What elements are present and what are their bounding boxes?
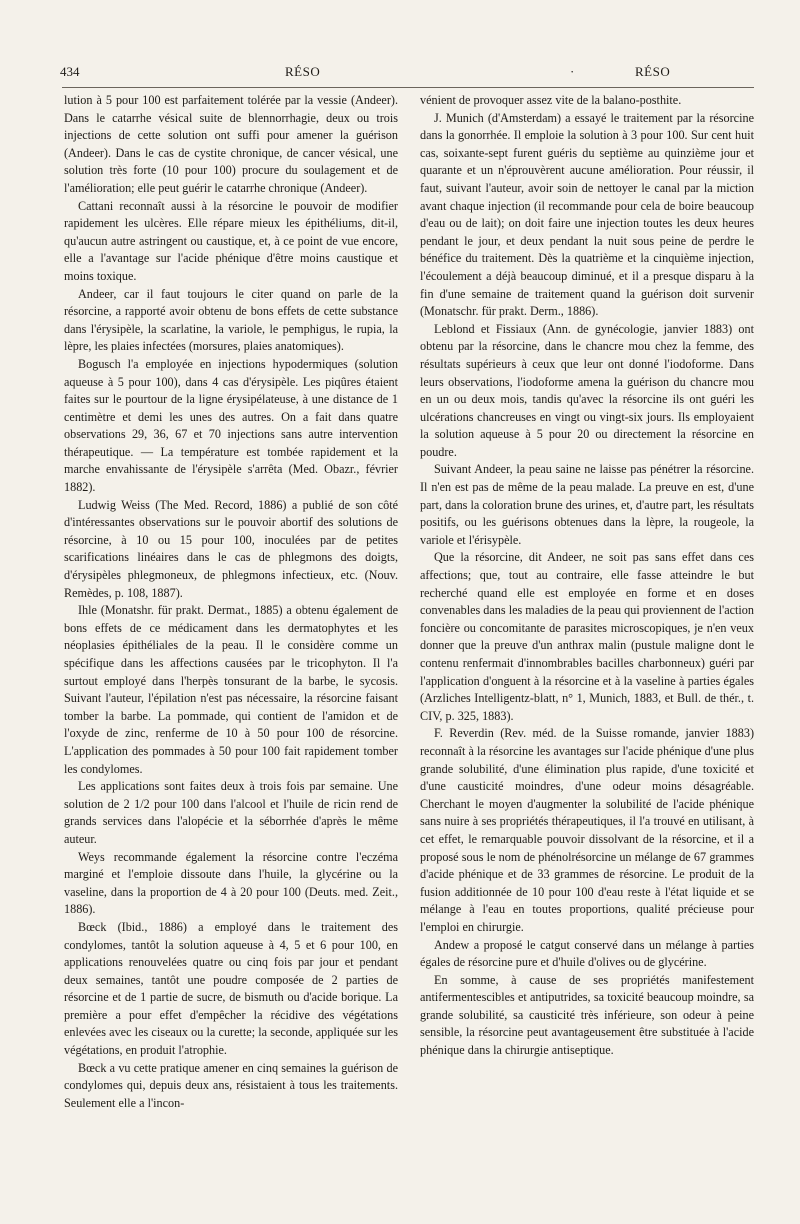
page-header <box>60 64 760 84</box>
header-dot: · <box>570 64 575 79</box>
paragraph: Leblond et Fissiaux (Ann. de gynécologie, janvier 1883) ont obtenu par la résorcine, dans le chancre mou chez la femme, des résultats supérieurs à ceux que leur ont donné l'iodoforme. Dans leurs observations, l'iodoforme amena la guérison du chancre mou en un ou deux mois, tandis qu'avec la résorcine ils ont guéri les ulcérations chancreuses en vingt ou vingt-six jours. Ils employaient la solution aqueuse à 5 pour 20 ou directement la résorcine en poudre. <box>420 321 754 459</box>
paragraph: Suivant Andeer, la peau saine ne laisse pas pénétrer la résorcine. Il n'en est pas de même de la peau malade. La preuve en est, d'une part, dans la coloration brune des urines, et, d'autre part, les résultats positifs, ou les guérisons obtenues dans la lèpre, la rougeole, la variole et l'érisypèle. <box>420 462 754 547</box>
paragraph: J. Munich (d'Amsterdam) a essayé le traitement par la résorcine dans la gonorrhée. Il emploie la solution à 3 pour 100. Sur cent huit cas, soixante-sept furent guéris du septième au quinzième jour et quarante et un n'éprouvèrent aucune amélioration. Pour réussir, il faut, suivant l'auteur, avoir soin de nettoyer le canal par la miction avant chaque injection (il recommande pour cela de boire beaucoup d'eau ou de lait); on doit faire une injection toutes les deux heures pendant le jour, et deux pendant la nuit sous peine de perdre le bénéfice du traitement. Dès la quatrième et la cinquième injection, l'écoulement a déjà beaucoup diminué, et il a presque disparu à la fin d'une semaine de traitement quand la guérison doit survenir (Monatschr. für prakt. Derm., 1886). <box>420 110 754 319</box>
left-column <box>64 92 398 1112</box>
running-head-left: RÉSO <box>285 64 321 79</box>
paragraph: Bœck (Ibid., 1886) a employé dans le traitement des condylomes, tantôt la solution aqueuse à 4, 5 et 6 pour 100, en applications renouvelées quatre ou cinq fois par jour et pendant deux semaines, tantôt une poudre composée de 2 parties de résorcine et de 1 partie de sucre, de bismuth ou d'acide borique. La première a pour effet d'empêcher la récidive des végétations enlevées avec les ciseaux ou la curette; la seconde, appliquée sur les végétations, en produit l'atrophie. <box>64 919 398 1058</box>
paragraph: Les applications sont faites deux à trois fois par semaine. Une solution de 2 1/2 pour 100 dans l'alcool et l'huile de ricin rend de grands services dans l'alopécie et la séborrhée d'après le même auteur. <box>64 779 398 846</box>
paragraph: Cattani reconnaît aussi à la résorcine le pouvoir de modifier rapidement les ulcères. Elle répare mieux les épithéliums, dit-il, qu'aucun autre astringent ou caustique, et, à ce point de vue encore, elle a l'avantage sur l'acide phénique d'être moins caustique et moins toxique. <box>64 198 398 283</box>
paragraph: Andeer, car il faut toujours le citer quand on parle de la résorcine, a rapporté avoir obtenu de bons effets de cette substance dans l'érysipèle, la scarlatine, la variole, le pemphigus, le rupia, la lèpre, les plaies infectées (morsures, plaies anatomiques). <box>64 286 398 354</box>
right-column <box>420 92 754 1060</box>
paragraph: Bogusch l'a employée en injections hypodermiques (solution aqueuse à 5 pour 100), dans 4 cas d'érysipèle. Les piqûres étaient faites sur le pourtour de la ligne érysipélateuse, à une distance de 1 centimètre et demi les unes des autres. On a fait dans quatre observations 29, 36, 67 et 70 injections sans autre intervention thérapeutique. — La température est tombée rapidement et la marche envahissante de l'érysipèle s'arrêta (Med. Obazr., février 1882). <box>64 356 398 495</box>
paragraph: F. Reverdin (Rev. méd. de la Suisse romande, janvier 1883) reconnaît à la résorcine les avantages sur l'acide phénique d'une plus grande solubilité, d'une élimination plus rapide, d'une toxicité et d'une causticité moindres, d'une odeur moins désagréable. Cherchant le moyen d'augmenter la solubilité de l'acide phénique sans nuire à ses propriétés thérapeutiques, il l'a trouvé en utilisant, à cet effet, le remarquable pouvoir dissolvant de la résorcine, et il a proposé sous le nom de phénolrésorcine un mélange de 67 grammes d'acide phénique et de 33 grammes de résorcine. Le produit de la fusion additionnée de 10 pour 100 d'eau reste à l'état liquide et se mélange à l'eau en toutes proportions, qualité précieuse pour l'emploi en chirurgie. <box>420 726 754 934</box>
paragraph: lution à 5 pour 100 est parfaitement tolérée par la vessie (Andeer). Dans le catarrhe vésical suite de blennorrhagie, deux ou trois injections de cette solution ont suffi pour amener la guérison (Andeer). Dans le cas de cystite chronique, de cancer vésical, une solution très forte (10 pour 100) procure du soulagement et de l'amélioration; elle peut guérir le catarrhe chronique (Andeer). <box>64 93 398 195</box>
running-head-right: RÉSO <box>635 64 671 79</box>
paragraph: Ihle (Monatshr. für prakt. Dermat., 1885) a obtenu également de bons effets de ce médicament dans les dermatophytes et les néoplasies épithéliales de la peau. Il le considère comme un spécifique dans les affections causées par le tricophyton. Il l'a surtout employé dans l'herpès tonsurant de la barbe, le sycosis. Suivant l'auteur, l'épilation n'est pas nécessaire, la résorcine faisant tomber la barbe. La pommade, qui contient de l'amidon et de l'oxyde de zinc, renferme de 10 à 50 pour 100 de résorcine. L'application des pommades à 50 pour 100 fait rapidement tomber les condylomes. <box>64 603 398 776</box>
header-rule <box>62 87 754 88</box>
page-number: 434 <box>60 64 80 79</box>
paragraph: Andew a proposé le catgut conservé dans un mélange à parties égales de résorcine pure et d'huile d'olives ou de glycérine. <box>420 937 754 970</box>
paragraph: Que la résorcine, dit Andeer, ne soit pas sans effet dans ces affections; que, tout au contraire, elle fasse atteindre le but recherché quand elle est employée en forme et en doses convenables dans les maladies de la peau qui proviennent de l'action foncière ou concomitante de parasites microscopiques, je n'en veux donner que la preuve d'un anthrax malin (pustule maligne dont le contenu renfermait d'innombrables bacilles charbonneux) guéri par l'application d'onguent à la résorcine et à la vaseline à parties égales (Arzliches Intelligentz-blatt, n° 1, Munich, 1883, et Bull. de thér., t. CIV, p. 325, 1883). <box>420 550 754 723</box>
paragraph: Bœck a vu cette pratique amener en cinq semaines la guérison de condylomes qui, depuis deux ans, résistaient à tous les traitements. Seulement elle a l'incon- <box>64 1060 398 1110</box>
paragraph: Weys recommande également la résorcine contre l'eczéma marginé et l'emploie dissoute dans l'huile, la glycérine ou la vaseline, dans la proportion de 4 à 20 pour 100 (Deuts. med. Zeit., 1886). <box>64 849 398 917</box>
paragraph: En somme, à cause de ses propriétés manifestement antifermentescibles et antiputrides, sa toxicité beaucoup moindre, sa grande solubilité, sa causticité très inférieure, son odeur à peine sensible, la résorcine peut avantageusement être substituée à l'acide phénique dans la chirurgie antiseptique. <box>420 972 754 1058</box>
paragraph: vénient de provoquer assez vite de la balano-posthite. <box>420 93 682 107</box>
paragraph: Ludwig Weiss (The Med. Record, 1886) a publié de son côté d'intéressantes observations sur le pouvoir abortif des solutions de résorcine, à 10 ou 15 pour 100, inoculées par de petites scarifications linéaires dans le cas de phlegmons des doigts, d'érysipèles phlegmoneux, de phlegmons infectieux, etc. (Nouv. Remèdes, p. 108, 1887). <box>64 497 398 600</box>
